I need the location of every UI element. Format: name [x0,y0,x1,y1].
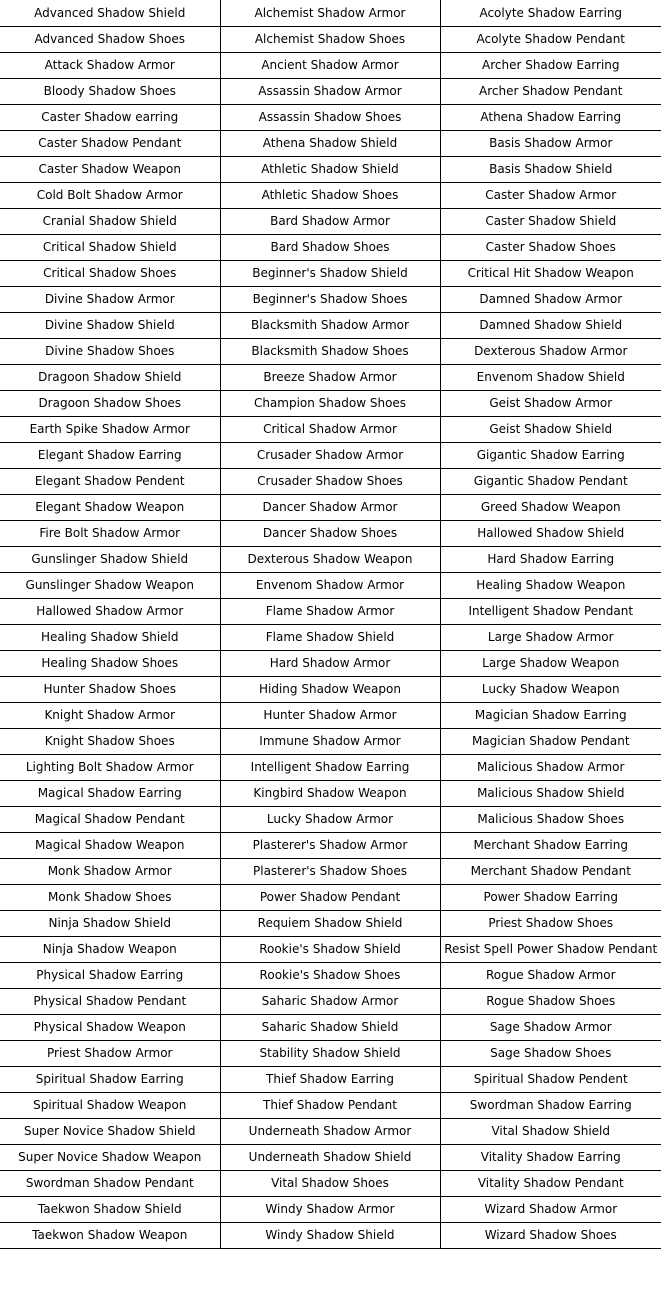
table-cell: Resist Spell Power Shadow Pendant [440,936,661,962]
table-cell: Alchemist Shadow Shoes [220,26,440,52]
table-row [0,1118,661,1144]
table-cell: Hunter Shadow Shoes [0,676,220,702]
table-cell: Caster Shadow Armor [440,182,661,208]
table-cell: Bard Shadow Shoes [220,234,440,260]
table-row [0,1170,661,1196]
table-cell: Caster Shadow earring [0,104,220,130]
table-row [0,702,661,728]
table-cell: Gunslinger Shadow Weapon [0,572,220,598]
table-cell: Archer Shadow Earring [440,52,661,78]
table-cell: Cold Bolt Shadow Armor [0,182,220,208]
table-cell: Lighting Bolt Shadow Armor [0,754,220,780]
table-row [0,780,661,806]
table-row [0,78,661,104]
table-cell: Requiem Shadow Shield [220,910,440,936]
table-row [0,208,661,234]
table-row [0,104,661,130]
table-cell: Malicious Shadow Shoes [440,806,661,832]
table-cell: Magician Shadow Pendant [440,728,661,754]
table-cell: Damned Shadow Shield [440,312,661,338]
table-row [0,1144,661,1170]
table-cell: Elegant Shadow Weapon [0,494,220,520]
table-row [0,260,661,286]
table-cell: Large Shadow Armor [440,624,661,650]
table-cell: Hiding Shadow Weapon [220,676,440,702]
table-cell: Saharic Shadow Armor [220,988,440,1014]
table-cell: Basis Shadow Armor [440,130,661,156]
table-row [0,52,661,78]
table-cell: Vitality Shadow Earring [440,1144,661,1170]
table-cell: Envenom Shadow Armor [220,572,440,598]
table-cell: Intelligent Shadow Pendant [440,598,661,624]
table-cell: Underneath Shadow Armor [220,1118,440,1144]
table-cell: Healing Shadow Shoes [0,650,220,676]
table-cell: Hunter Shadow Armor [220,702,440,728]
table-row [0,1066,661,1092]
table-row [0,234,661,260]
table-cell: Hallowed Shadow Shield [440,520,661,546]
table-row [0,624,661,650]
table-cell: Dexterous Shadow Weapon [220,546,440,572]
table-row [0,338,661,364]
table-row [0,1222,661,1248]
table-cell: Power Shadow Pendant [220,884,440,910]
table-cell: Breeze Shadow Armor [220,364,440,390]
table-cell: Sage Shadow Shoes [440,1040,661,1066]
table-cell: Large Shadow Weapon [440,650,661,676]
table-row [0,312,661,338]
table-cell: Super Novice Shadow Weapon [0,1144,220,1170]
table-cell: Crusader Shadow Shoes [220,468,440,494]
table-cell: Plasterer's Shadow Shoes [220,858,440,884]
table-row [0,728,661,754]
table-cell: Elegant Shadow Earring [0,442,220,468]
table-row [0,962,661,988]
table-cell: Kingbird Shadow Weapon [220,780,440,806]
table-cell: Physical Shadow Pendant [0,988,220,1014]
table-row [0,936,661,962]
table-cell: Athena Shadow Shield [220,130,440,156]
table-row [0,1092,661,1118]
table-cell: Knight Shadow Shoes [0,728,220,754]
table-cell: Gigantic Shadow Earring [440,442,661,468]
table-cell: Monk Shadow Shoes [0,884,220,910]
table-cell: Divine Shadow Shoes [0,338,220,364]
table-cell: Acolyte Shadow Earring [440,0,661,26]
table-cell: Critical Hit Shadow Weapon [440,260,661,286]
table-row [0,884,661,910]
table-cell: Priest Shadow Armor [0,1040,220,1066]
table-cell: Rookie's Shadow Shoes [220,962,440,988]
table-cell: Divine Shadow Shield [0,312,220,338]
table-cell: Thief Shadow Earring [220,1066,440,1092]
table-cell: Dancer Shadow Armor [220,494,440,520]
table-cell: Critical Shadow Shield [0,234,220,260]
table-cell: Dexterous Shadow Armor [440,338,661,364]
table-cell: Stability Shadow Shield [220,1040,440,1066]
table-cell: Taekwon Shadow Shield [0,1196,220,1222]
table-cell: Caster Shadow Shield [440,208,661,234]
table-cell: Priest Shadow Shoes [440,910,661,936]
table-cell: Gigantic Shadow Pendant [440,468,661,494]
table-cell: Rogue Shadow Armor [440,962,661,988]
table-cell: Beginner's Shadow Shoes [220,286,440,312]
table-cell: Magical Shadow Pendant [0,806,220,832]
table-row [0,910,661,936]
table-cell: Lucky Shadow Armor [220,806,440,832]
table-row [0,988,661,1014]
table-cell: Assassin Shadow Armor [220,78,440,104]
table-cell: Alchemist Shadow Armor [220,0,440,26]
table-cell: Malicious Shadow Shield [440,780,661,806]
table-cell: Healing Shadow Shield [0,624,220,650]
table-cell: Monk Shadow Armor [0,858,220,884]
table-cell: Healing Shadow Weapon [440,572,661,598]
table-cell: Magical Shadow Weapon [0,832,220,858]
table-cell: Flame Shadow Shield [220,624,440,650]
table-cell: Spiritual Shadow Weapon [0,1092,220,1118]
table-cell: Athletic Shadow Shield [220,156,440,182]
table-cell: Swordman Shadow Pendant [0,1170,220,1196]
table-cell: Elegant Shadow Pendent [0,468,220,494]
table-cell: Vitality Shadow Pendant [440,1170,661,1196]
table-cell: Bloody Shadow Shoes [0,78,220,104]
table-cell: Vital Shadow Shield [440,1118,661,1144]
table-cell: Swordman Shadow Earring [440,1092,661,1118]
table-cell: Hallowed Shadow Armor [0,598,220,624]
table-cell: Sage Shadow Armor [440,1014,661,1040]
table-row [0,156,661,182]
table-cell: Basis Shadow Shield [440,156,661,182]
table-row [0,130,661,156]
table-cell: Critical Shadow Shoes [0,260,220,286]
table-row [0,1040,661,1066]
table-cell: Magical Shadow Earring [0,780,220,806]
table-cell: Cranial Shadow Shield [0,208,220,234]
table-cell: Fire Bolt Shadow Armor [0,520,220,546]
table-row [0,494,661,520]
table-cell: Dragoon Shadow Shield [0,364,220,390]
table-cell: Assassin Shadow Shoes [220,104,440,130]
table-cell: Envenom Shadow Shield [440,364,661,390]
table-cell: Thief Shadow Pendant [220,1092,440,1118]
table-row [0,364,661,390]
table-cell: Plasterer's Shadow Armor [220,832,440,858]
table-cell: Bard Shadow Armor [220,208,440,234]
table-cell: Archer Shadow Pendant [440,78,661,104]
table-cell: Rookie's Shadow Shield [220,936,440,962]
table-cell: Advanced Shadow Shield [0,0,220,26]
table-row [0,416,661,442]
table-row [0,832,661,858]
table-cell: Critical Shadow Armor [220,416,440,442]
table-cell: Windy Shadow Armor [220,1196,440,1222]
table-cell: Beginner's Shadow Shield [220,260,440,286]
table-row [0,546,661,572]
table-cell: Greed Shadow Weapon [440,494,661,520]
table-cell: Athletic Shadow Shoes [220,182,440,208]
table-cell: Physical Shadow Earring [0,962,220,988]
table-row [0,0,661,26]
table-row [0,858,661,884]
table-cell: Caster Shadow Shoes [440,234,661,260]
table-cell: Super Novice Shadow Shield [0,1118,220,1144]
table-row [0,572,661,598]
table-cell: Merchant Shadow Earring [440,832,661,858]
table-cell: Underneath Shadow Shield [220,1144,440,1170]
table-cell: Wizard Shadow Shoes [440,1222,661,1248]
table-cell: Magician Shadow Earring [440,702,661,728]
table-cell: Knight Shadow Armor [0,702,220,728]
table-cell: Wizard Shadow Armor [440,1196,661,1222]
table-cell: Gunslinger Shadow Shield [0,546,220,572]
table-row [0,1014,661,1040]
table-row [0,676,661,702]
table-cell: Blacksmith Shadow Armor [220,312,440,338]
table-cell: Taekwon Shadow Weapon [0,1222,220,1248]
table-cell: Windy Shadow Shield [220,1222,440,1248]
table-cell: Damned Shadow Armor [440,286,661,312]
table-row [0,468,661,494]
table-cell: Dragoon Shadow Shoes [0,390,220,416]
table-cell: Hard Shadow Earring [440,546,661,572]
table-cell: Geist Shadow Armor [440,390,661,416]
table-cell: Merchant Shadow Pendant [440,858,661,884]
table-row [0,390,661,416]
table-cell: Immune Shadow Armor [220,728,440,754]
table-cell: Intelligent Shadow Earring [220,754,440,780]
table-cell: Crusader Shadow Armor [220,442,440,468]
table-cell: Champion Shadow Shoes [220,390,440,416]
table-cell: Caster Shadow Weapon [0,156,220,182]
table-row [0,26,661,52]
table-cell: Divine Shadow Armor [0,286,220,312]
table-cell: Saharic Shadow Shield [220,1014,440,1040]
table-cell: Flame Shadow Armor [220,598,440,624]
table-cell: Hard Shadow Armor [220,650,440,676]
table-cell: Earth Spike Shadow Armor [0,416,220,442]
table-row [0,286,661,312]
table-row [0,598,661,624]
table-row [0,650,661,676]
table-cell: Spiritual Shadow Pendent [440,1066,661,1092]
table-cell: Blacksmith Shadow Shoes [220,338,440,364]
table-cell: Ninja Shadow Weapon [0,936,220,962]
table-cell: Caster Shadow Pendant [0,130,220,156]
table-row [0,520,661,546]
table-cell: Lucky Shadow Weapon [440,676,661,702]
table-cell: Athena Shadow Earring [440,104,661,130]
table-cell: Spiritual Shadow Earring [0,1066,220,1092]
table-row [0,442,661,468]
table-cell: Ninja Shadow Shield [0,910,220,936]
table-row [0,182,661,208]
table-cell: Vital Shadow Shoes [220,1170,440,1196]
table-cell: Attack Shadow Armor [0,52,220,78]
table-cell: Rogue Shadow Shoes [440,988,661,1014]
table-cell: Ancient Shadow Armor [220,52,440,78]
table-cell: Acolyte Shadow Pendant [440,26,661,52]
table-cell: Power Shadow Earring [440,884,661,910]
table-row [0,806,661,832]
table-cell: Dancer Shadow Shoes [220,520,440,546]
table-row [0,1196,661,1222]
table-row [0,754,661,780]
table-cell: Advanced Shadow Shoes [0,26,220,52]
table-cell: Malicious Shadow Armor [440,754,661,780]
table-cell: Geist Shadow Shield [440,416,661,442]
table-cell: Physical Shadow Weapon [0,1014,220,1040]
